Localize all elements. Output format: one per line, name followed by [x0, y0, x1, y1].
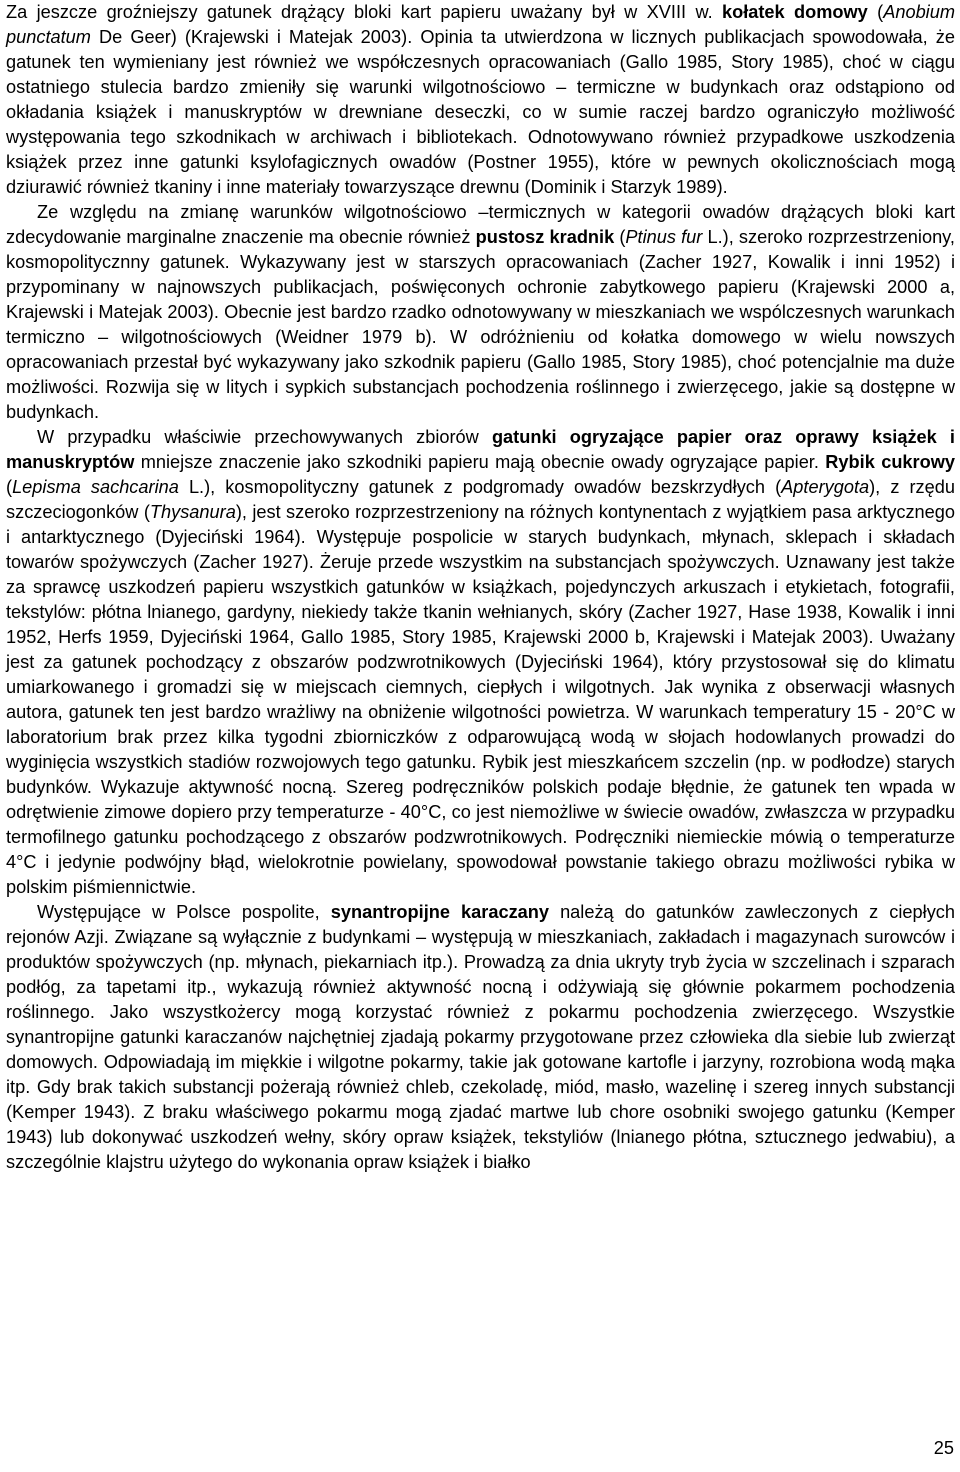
paragraph: [6, 425, 955, 900]
text-run: Ze względu na zmianę warunków wilgotnościowo –termicznych w kategorii owadów drążących bloki kart zdecydowanie marginalne znaczenie ma obecnie również: [6, 202, 955, 247]
text-run: (: [6, 477, 13, 497]
paragraph: [6, 900, 955, 1175]
latin-name: Apterygota: [781, 477, 870, 497]
page-number: 25: [933, 1438, 954, 1458]
text-run: Za jeszcze groźniejszy gatunek drążący bloki kart papieru uważany był w XVIII w.: [6, 2, 722, 22]
text-run: ), jest szeroko rozprzestrzeniony na różnych kontynentach z wyjątkiem pasa arktycznego i antarktycznego (Dyjeciński 1964). Występuje pospolicie w starych budynkach, młynach, sklepach i składach towarów spożywczych (Zacher 1927). Żeruje przede wszystkim na substancjach spożywczych. Uznawany jest także za sprawcę uszkodzeń papieru wszystkich gatunków w książkach, pojedynczych arkuszach i etykietach, fotografii, tekstylów: płótna lnianego, gardyny, niekiedy także tkanin wełnianych, skóry (Zacher 1927, Hase 1938, Kowalik i inni 1952, Herfs 1959, Dyjeciński 1964, Gallo 1985, Story 1985, Krajewski 2000 b, Krajewski i Matejak 2003). Uważany jest za gatunek pochodzący z obszarów podzwrotnikowych (Dyjeciński 1964), który przystosował się do klimatu umiarkowanego i gromadzi się w miejscach ciemnych, ciepłych i wilgotnych. Jak wynika z obserwacji własnych autora, gatunek ten jest bardzo wrażliwy na obniżenie wilgotności powietrza. W warunkach temperatury 15 - 20°C w laboratorium brak przez kilka tygodni zbiorniczków z odparowującą wodą w słojach hodowlanych prowadzi do wyginięcia wszystkich stadiów rozwojowych tego gatunku. Rybik jest mieszkańcem szczelin (np. w podłodze) starych budynków. Wykazuje aktywność nocną. Szereg podręczników polskich podaje błędnie, że gatunek ten wpada w odrętwienie zimowe dopiero przy temperaturze - 40°C, co jest niemożliwe w świecie owadów, zwłaszcza w przypadku termofilnego gatunku pochodzącego z obszarów podzwrotnikowych. Podręczniki niemieckie mówią o temperaturze 4°C i jedynie podwójny błąd, wielokrotnie powielany, spowodował powstanie takiego obrazu możliwości rybika w polskim piśmiennictwie.: [6, 502, 955, 897]
latin-name: Ptinus fur: [625, 227, 703, 247]
bold-term: gatunki ogryzające papier oraz oprawy książek i manuskryptów: [6, 427, 955, 472]
paragraph: [6, 200, 955, 425]
text-run: (: [614, 227, 626, 247]
document-body: [6, 0, 955, 1175]
text-run: De Geer) (Krajewski i Matejak 2003). Opinia ta utwierdzona w licznych publikacjach spowodowała, że gatunek ten wymieniany jest również we współczesnych opracowaniach (Gallo 1985, Story 1985), choć w ciągu ostatniego stulecia bardzo zmieniły się warunki wilgotnościowo – termiczne w budynkach oraz odstąpiono od okładania książek i manuskryptów w drewniane deseczki, co w sumie raczej bardzo ograniczyło możliwość występowania tego szkodnikach w archiwach i bibliotekach. Odnotowywano również przypadkowe uszkodzenia książek przez inne gatunki ksylofagicznych owadów (Postner 1955), które w pewnych okolicznościach mogą dziurawić również tkaniny i inne materiały towarzyszące drewnu (Dominik i Starzyk 1989).: [6, 27, 955, 197]
text-run: L.), kosmopolityczny gatunek z podgromady owadów bezskrzydłych (: [178, 477, 782, 497]
text-run: L.), szeroko rozprzestrzeniony, kosmopolitycznny gatunek. Wykazywany jest w starszych opracowaniach (Zacher 1927, Kowalik i inni 1952) i przypominany w najnowszych publikacjach, poświęconych ochronie zabytkowego papieru (Krajewski 2000 a, Krajewski i Matejak 2003). Obecnie jest bardzo rzadko odnotowywany w mieszkaniach we wspólczesnych warunkach termiczno – wilgotnościowych (Weidner 1979 b). W odróżnieniu od kołatka domowego w wielu nowszych opracowaniach przestał być wykazywany jako szkodnik papieru (Gallo 1985, Story 1985), choć potencjalnie ma duże możliwości. Rozwija się w litych i sypkich substancjach pochodzenia roślinnego i zwierzęcego, jakie są dostępne w budynkach.: [6, 227, 955, 422]
text-run: Występujące w Polsce pospolite,: [37, 902, 331, 922]
text-run: ), z rzędu szczeciogonków (: [6, 477, 955, 522]
text-run: mniejsze znaczenie jako szkodniki papieru mają obecnie owady ogryzające papier.: [134, 452, 826, 472]
text-run: należą do gatunków zawleczonych z ciepłych rejonów Azji. Związane są wyłącznie z budynkami – występują w mieszkaniach, zakładach i magazynach surowców i produktów spożywczych (np. młynach, piekarniach itp.). Prowadzą za dnia ukryty tryb życia w szczelinach i szparach podłóg, za tapetami itp., wykazują również aktywność nocną i odżywiają się głównie pokarmem pochodzenia roślinnego. Jako wszystkożercy mogą korzystać również z pokarmu pochodzenia zwierzęcego. Wszystkie synantropijne gatunki karaczanów najchętniej zjadają pokarmy przygotowane przez człowieka dla siebie lub zwierząt domowych. Odpowiadają im miękkie i wilgotne pokarmy, takie jak gotowane kartofle i jarzyny, rozrobiona wodą mąka itp. Gdy brak takich substancji pożerają również chleb, czekoladę, miód, masło, wazelinę i szereg innych substancji (Kemper 1943). Z braku właściwego pokarmu mogą zjadać martwe lub chore osobniki swojego gatunku (Kemper 1943) lub dokonywać uszkodzeń wełny, skóry opraw książek, tekstyliów (lnianego płótna, sztucznego jedwabiu), a szczególnie klajstru użytego do wykonania opraw książek i białko: [6, 902, 956, 1172]
latin-name: Lepisma sachcarina: [12, 477, 179, 497]
bold-term: pustosz kradnik: [475, 227, 615, 247]
text-run: W przypadku właściwie przechowywanych zbiorów: [37, 427, 492, 447]
bold-term: synantropijne karaczany: [330, 902, 550, 922]
bold-term: Rybik cukrowy: [825, 452, 955, 472]
text-run: (: [867, 2, 884, 22]
latin-name: Anobium punctatum: [6, 2, 955, 47]
latin-name: Thysanura: [149, 502, 236, 522]
bold-term: kołatek domowy: [721, 2, 868, 22]
paragraph: [6, 0, 955, 200]
